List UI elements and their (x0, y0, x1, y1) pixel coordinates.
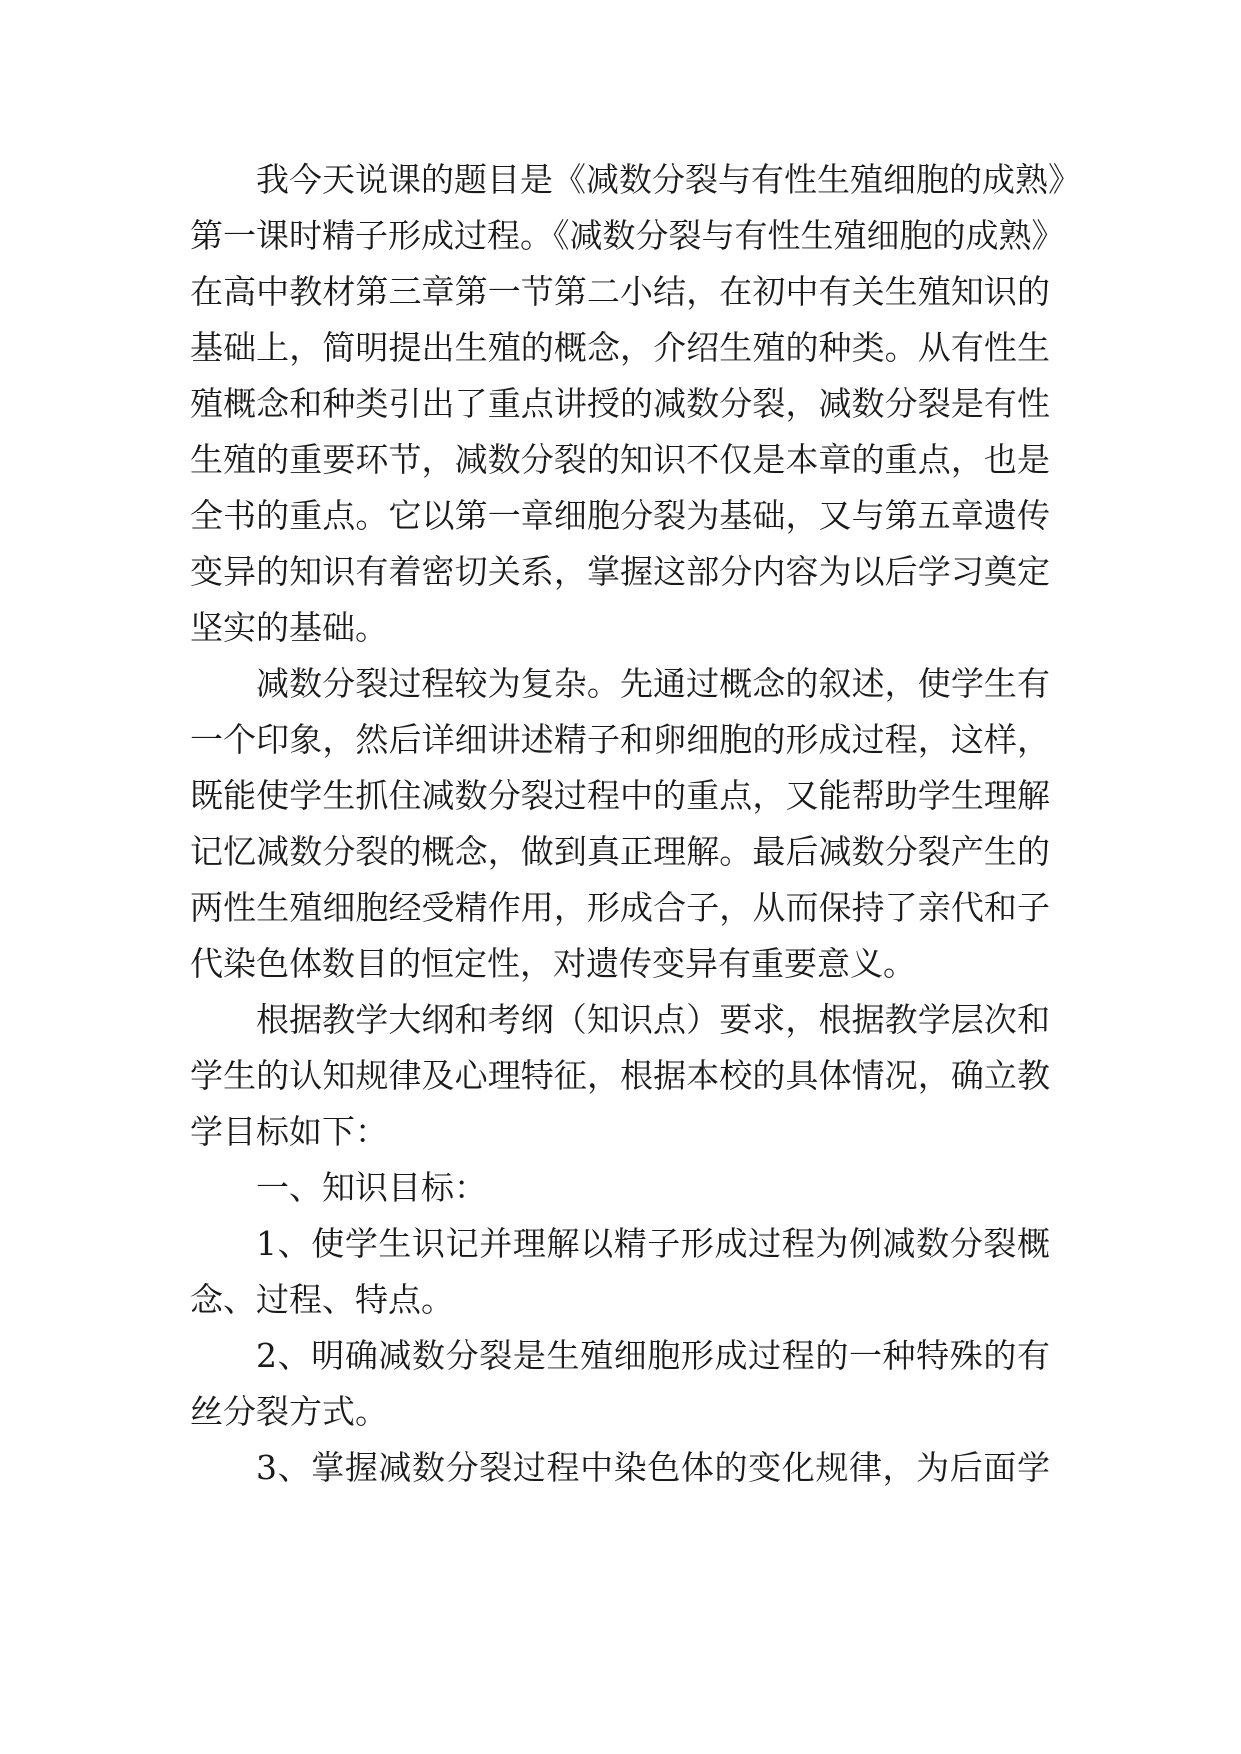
paragraph-1-line-8: 变异的知识有着密切关系，掌握这部分内容为以后学习奠定 (190, 552, 1050, 591)
paragraph-1-line-4: 基础上，简明提出生殖的概念，介绍生殖的种类。从有性生 (190, 328, 1050, 367)
section-heading-knowledge-goals: 一、知识目标： (256, 1168, 487, 1207)
paragraph-1-line-1: 我今天说课的题目是《减数分裂与有性生殖细胞的成熟》 (256, 160, 1081, 199)
goal-item-3-line-1: 3、掌握减数分裂过程中染色体的变化规律，为后面学 (256, 1448, 1050, 1487)
goal-item-1-line-2: 念、过程、特点。 (190, 1280, 454, 1319)
paragraph-2-line-4: 记忆减数分裂的概念，做到真正理解。最后减数分裂产生的 (190, 832, 1050, 871)
paragraph-1-line-2: 第一课时精子形成过程。《减数分裂与有性生殖细胞的成熟》 (190, 216, 1065, 255)
goal-item-2-line-1: 2、明确减数分裂是生殖细胞形成过程的一种特殊的有 (256, 1336, 1050, 1375)
paragraph-1-line-6: 生殖的重要环节，减数分裂的知识不仅是本章的重点，也是 (190, 440, 1050, 479)
paragraph-2-line-6: 代染色体数目的恒定性，对遗传变异有重要意义。 (190, 944, 916, 983)
paragraph-1-line-5: 殖概念和种类引出了重点讲授的减数分裂，减数分裂是有性 (190, 384, 1050, 423)
goal-item-2-line-2: 丝分裂方式。 (190, 1392, 388, 1431)
paragraph-1-line-7: 全书的重点。它以第一章细胞分裂为基础，又与第五章遗传 (190, 496, 1050, 535)
paragraph-3-line-1: 根据教学大纲和考纲（知识点）要求，根据教学层次和 (256, 1000, 1050, 1039)
goal-item-1-line-1: 1、使学生识记并理解以精子形成过程为例减数分裂概 (256, 1224, 1050, 1263)
paragraph-3-line-2: 学生的认知规律及心理特征，根据本校的具体情况，确立教 (190, 1056, 1050, 1095)
paragraph-1-line-3: 在高中教材第三章第一节第二小结，在初中有关生殖知识的 (190, 272, 1050, 311)
paragraph-3-line-3: 学目标如下： (190, 1112, 388, 1151)
paragraph-1-line-9: 坚实的基础。 (190, 608, 388, 647)
paragraph-2-line-3: 既能使学生抓住减数分裂过程中的重点，又能帮助学生理解 (190, 776, 1050, 815)
paragraph-2-line-1: 减数分裂过程较为复杂。先通过概念的叙述，使学生有 (256, 664, 1050, 703)
paragraph-2-line-2: 一个印象，然后详细讲述精子和卵细胞的形成过程，这样， (190, 720, 1050, 759)
paragraph-2-line-5: 两性生殖细胞经受精作用，形成合子，从而保持了亲代和子 (190, 888, 1050, 927)
